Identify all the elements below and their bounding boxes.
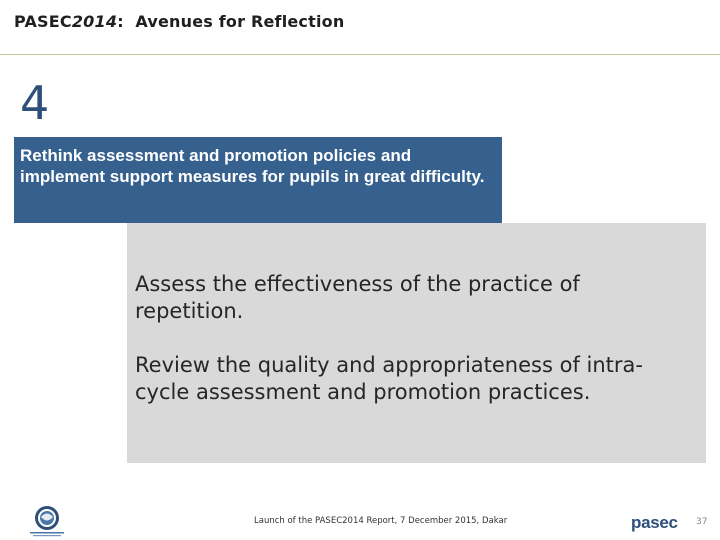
title-year: 2014 xyxy=(71,12,118,31)
headline-box xyxy=(14,137,502,223)
slide-title xyxy=(14,12,344,31)
headline-text: Rethink assessment and promotion policies and implement support measures for pupils in great difficulty. xyxy=(20,146,485,186)
content-paragraph-2: Review the quality and appropriateness of intra-cycle assessment and promotion practices. xyxy=(135,353,643,404)
section-number: 4 xyxy=(20,76,50,130)
title-prefix: PASEC xyxy=(14,12,72,31)
page-number: 37 xyxy=(696,517,708,527)
header-divider xyxy=(0,54,720,55)
footer-caption: Launch of the PASEC2014 Report, 7 December 2015, Dakar xyxy=(254,516,508,526)
content-box xyxy=(127,223,706,463)
title-rest: : Avenues for Reflection xyxy=(117,12,345,31)
pasec-logo: pasec xyxy=(631,513,678,532)
organization-seal-logo xyxy=(26,504,68,538)
content-paragraph-1: Assess the effectiveness of the practice of repetition. xyxy=(135,272,580,323)
